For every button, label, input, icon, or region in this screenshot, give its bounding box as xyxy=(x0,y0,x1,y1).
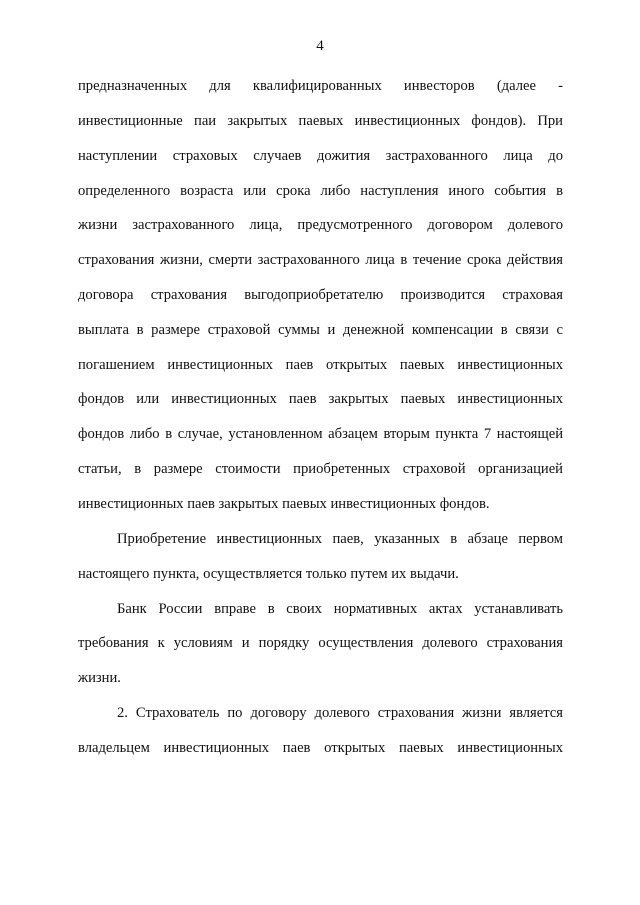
text-line: погашением инвестиционных паев открытых паевых инвестиционных xyxy=(78,357,563,373)
text-line: жизни застрахованного лица, предусмотренного договором долевого xyxy=(78,217,563,233)
text-line: выплата в размере страховой суммы и денежной компенсации в связи с xyxy=(78,322,563,338)
text-line: фондов или инвестиционных паев закрытых паевых инвестиционных xyxy=(78,391,563,407)
text-line: инвестиционных паев закрытых паевых инвестиционных фондов. xyxy=(78,496,490,512)
text-line: фондов либо в случае, установленном абзацем вторым пункта 7 настоящей xyxy=(78,426,563,442)
text-line: Банк России вправе в своих нормативных актах устанавливать xyxy=(117,601,563,617)
page-number: 4 xyxy=(316,38,324,54)
text-line: страхования жизни, смерти застрахованного лица в течение срока действия xyxy=(78,252,563,268)
text-line: договора страхования выгодоприобретателю производится страховая xyxy=(78,287,563,303)
text-line: определенного возраста или срока либо наступления иного события в xyxy=(78,183,563,199)
text-line: 2. Страхователь по договору долевого страхования жизни является xyxy=(117,705,563,721)
text-line: инвестиционные паи закрытых паевых инвестиционных фондов). При xyxy=(78,113,563,129)
text-line: владельцем инвестиционных паев открытых паевых инвестиционных xyxy=(78,740,563,756)
text-line: статьи, в размере стоимости приобретенных страховой организацией xyxy=(78,461,563,477)
text-line: Приобретение инвестиционных паев, указанных в абзаце первом xyxy=(117,531,563,547)
text-line: настоящего пункта, осуществляется только путем их выдачи. xyxy=(78,566,459,582)
text-line: предназначенных для квалифицированных инвесторов (далее - xyxy=(78,78,563,94)
text-line: жизни. xyxy=(78,670,121,686)
text-line: требования к условиям и порядку осуществления долевого страхования xyxy=(78,635,563,651)
text-line: наступлении страховых случаев дожития застрахованного лица до xyxy=(78,148,563,164)
